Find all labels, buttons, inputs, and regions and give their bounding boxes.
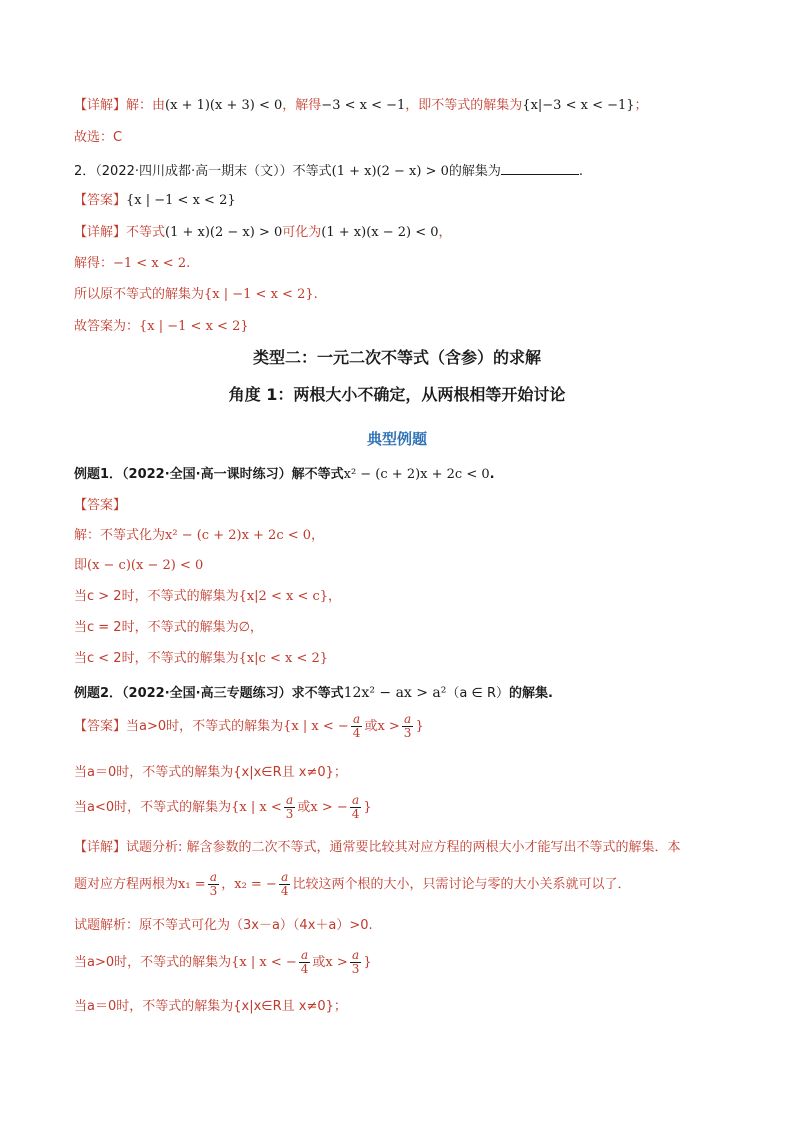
detail-text: 不等式 xyxy=(126,225,166,240)
numerator: a xyxy=(209,870,217,884)
inequality: x² − (c + 2)x + 2c < 0 xyxy=(343,467,490,482)
case-set: {x|x∈R且 x≠0}； xyxy=(233,765,347,780)
ex2-detail-line-2 xyxy=(74,870,630,900)
detail-text: 可化为 xyxy=(282,225,322,240)
ex1-case-2 xyxy=(74,619,263,637)
case-condition: 当a<0时，不等式的解集为 xyxy=(74,800,232,815)
result-end: . xyxy=(313,287,318,302)
fraction-a-over-4 xyxy=(351,713,363,740)
inequality: (1 + x)(2 − x) > 0 xyxy=(165,225,283,240)
example-1 xyxy=(74,466,495,484)
case-condition: 当a＝0时，不等式的解集为 xyxy=(74,999,234,1014)
ex1-line-1 xyxy=(74,527,324,545)
ex2-detail-line-1 xyxy=(74,839,681,857)
fraction-a-over-3 xyxy=(350,949,362,976)
question-source: （2022·四川成都·高一期末（文）） xyxy=(95,164,293,179)
ex2-analysis: 试题解析：原不等式可化为（3x－a）（4x＋a）>0. xyxy=(74,918,373,933)
ex1-case-3 xyxy=(74,650,328,668)
solution-text: ， xyxy=(311,528,325,543)
final-value: {x | −1 < x < 2} xyxy=(139,319,249,334)
result-value: {x | −1 < x < 2} xyxy=(204,287,314,302)
case-set: {x|c < x < 2} xyxy=(238,651,329,666)
choice-line: 故选：C xyxy=(74,130,123,145)
solution-text: 解：不等式化为 xyxy=(74,528,166,543)
denominator: 4 xyxy=(352,726,361,740)
inequality: (1 + x)(2 − x) > 0 xyxy=(331,164,449,179)
ex1-case-1 xyxy=(74,588,341,606)
detail-text: ，即不等式的解集为 xyxy=(405,98,523,113)
set-part: 或x > − xyxy=(297,800,348,815)
answer-value: {x | −1 < x < 2} xyxy=(126,193,236,208)
numerator: a xyxy=(285,793,294,807)
example-2 xyxy=(74,684,553,703)
question-text: 不等式 xyxy=(292,164,332,179)
example-label: 例题1．（2022·全国·高一课时练习）解不等式 xyxy=(74,467,344,482)
condition: （a ∈ R） xyxy=(446,686,509,701)
case-condition: 当a>0时，不等式的解集为 xyxy=(126,719,284,734)
set-part: 或x > xyxy=(312,955,348,970)
case-end: ， xyxy=(249,620,263,635)
detail-text: ； xyxy=(634,98,648,113)
set-part: {x | x < − xyxy=(231,955,297,970)
detail-line-1 xyxy=(74,97,648,115)
question-2 xyxy=(74,160,583,181)
set-part: } xyxy=(363,800,372,815)
detail-text: 题对应方程两根为 xyxy=(74,877,179,892)
ex2-answer-case-3 xyxy=(74,793,372,823)
denominator: 3 xyxy=(403,726,412,740)
set-part: } xyxy=(415,719,424,734)
answer-line xyxy=(74,192,236,210)
numerator: a xyxy=(301,948,309,962)
detail-text: 试题分析: 解含参数的二次不等式，通常要比较其对应方程的两根大小才能写出不等式的解集．本 xyxy=(126,840,681,855)
case-condition: 当c < 2时，不等式的解集为 xyxy=(74,651,239,666)
detail-text: ，解得 xyxy=(282,98,322,113)
solve-value: −1 < x < 2. xyxy=(113,256,191,271)
answer-blank xyxy=(501,160,579,175)
ex2-analysis-case-2 xyxy=(74,998,347,1016)
case-condition: 当c > 2时，不等式的解集为 xyxy=(74,589,239,604)
case-end: ， xyxy=(328,589,342,604)
solution-set: {x|−3 < x < −1} xyxy=(522,98,635,113)
set-part: 或x > xyxy=(364,719,400,734)
numerator: a xyxy=(352,948,360,962)
question-text: 的解集为 xyxy=(448,164,501,179)
denominator: 4 xyxy=(300,962,309,976)
example-label: 例题2．（2022·全国·高三专题练习）求不等式 xyxy=(74,686,344,701)
numerator: a xyxy=(353,712,361,726)
ex1-line-2: 即(x − c)(x − 2) < 0 xyxy=(74,558,204,573)
set-part: } xyxy=(363,955,372,970)
detail-text: ， xyxy=(438,225,452,240)
question-number: 2． xyxy=(74,164,96,179)
fraction-a-over-4 xyxy=(350,794,362,821)
solve-label: 解得： xyxy=(74,256,114,271)
angle-title: 角度 1：两根大小不确定，从两根相等开始讨论 xyxy=(228,385,566,404)
denominator: 3 xyxy=(209,884,218,898)
fraction-a-over-3 xyxy=(284,794,296,821)
case-condition: 当a>0时，不等式的解集为 xyxy=(74,955,232,970)
denominator: 3 xyxy=(285,807,294,821)
typical-title: 典型例题 xyxy=(366,430,427,448)
root-x2: ，x₂ = − xyxy=(221,877,277,892)
numerator: a xyxy=(404,712,412,726)
denominator: 3 xyxy=(351,962,360,976)
set-part: {x | x < − xyxy=(283,719,349,734)
case-set: ∅ xyxy=(238,620,250,635)
inequality: 12x² − ax > a² xyxy=(343,685,447,701)
solve-line xyxy=(74,255,190,273)
set-part: {x | x < xyxy=(231,800,282,815)
example-end: 的解集. xyxy=(509,686,553,701)
detail-tag: 【详解】 xyxy=(74,840,127,855)
denominator: 4 xyxy=(351,807,360,821)
answer-tag: 【答案】 xyxy=(74,193,127,208)
example-end: . xyxy=(489,467,495,482)
inequality: (1 + x)(x − 2) < 0 xyxy=(321,225,439,240)
inequality: −3 < x < −1 xyxy=(321,98,406,113)
answer-tag-line: 【答案】 xyxy=(74,498,127,513)
final-label: 故答案为： xyxy=(74,319,140,334)
ex2-answer-case-1 xyxy=(74,712,424,742)
fraction-a-over-4 xyxy=(299,949,311,976)
result-line xyxy=(74,286,318,304)
numerator: a xyxy=(281,870,289,884)
case-set: {x|2 < x < c} xyxy=(238,589,329,604)
detail-tag: 【详解】 xyxy=(74,225,127,240)
detail-tag: 【详解】 xyxy=(74,98,127,113)
denominator: 4 xyxy=(280,884,289,898)
final-line xyxy=(74,318,249,336)
fraction-a-over-3 xyxy=(208,871,220,898)
type-title: 类型二：一元二次不等式（含参）的求解 xyxy=(252,348,541,367)
detail-text: 解：由 xyxy=(126,98,166,113)
question-text: . xyxy=(578,164,584,179)
answer-tag: 【答案】 xyxy=(74,719,127,734)
ex2-answer-case-2 xyxy=(74,764,347,782)
result-label: 所以原不等式的解集为 xyxy=(74,287,205,302)
fraction-a-over-3 xyxy=(402,713,414,740)
detail-text: 比较这两个根的大小，只需讨论与零的大小关系就可以了． xyxy=(292,877,631,892)
root-x1: x₁ = xyxy=(178,877,206,892)
inequality: x² − (c + 2)x + 2c < 0 xyxy=(165,528,312,543)
detail-line-2 xyxy=(74,224,452,242)
case-set: {x|x∈R且 x≠0}； xyxy=(233,999,347,1014)
ex2-analysis-case-1 xyxy=(74,948,372,978)
numerator: a xyxy=(352,793,360,807)
case-condition: 当a＝0时，不等式的解集为 xyxy=(74,765,234,780)
inequality: (x + 1)(x + 3) < 0 xyxy=(165,98,283,113)
fraction-a-over-4 xyxy=(279,871,291,898)
case-condition: 当c = 2时，不等式的解集为 xyxy=(74,620,239,635)
